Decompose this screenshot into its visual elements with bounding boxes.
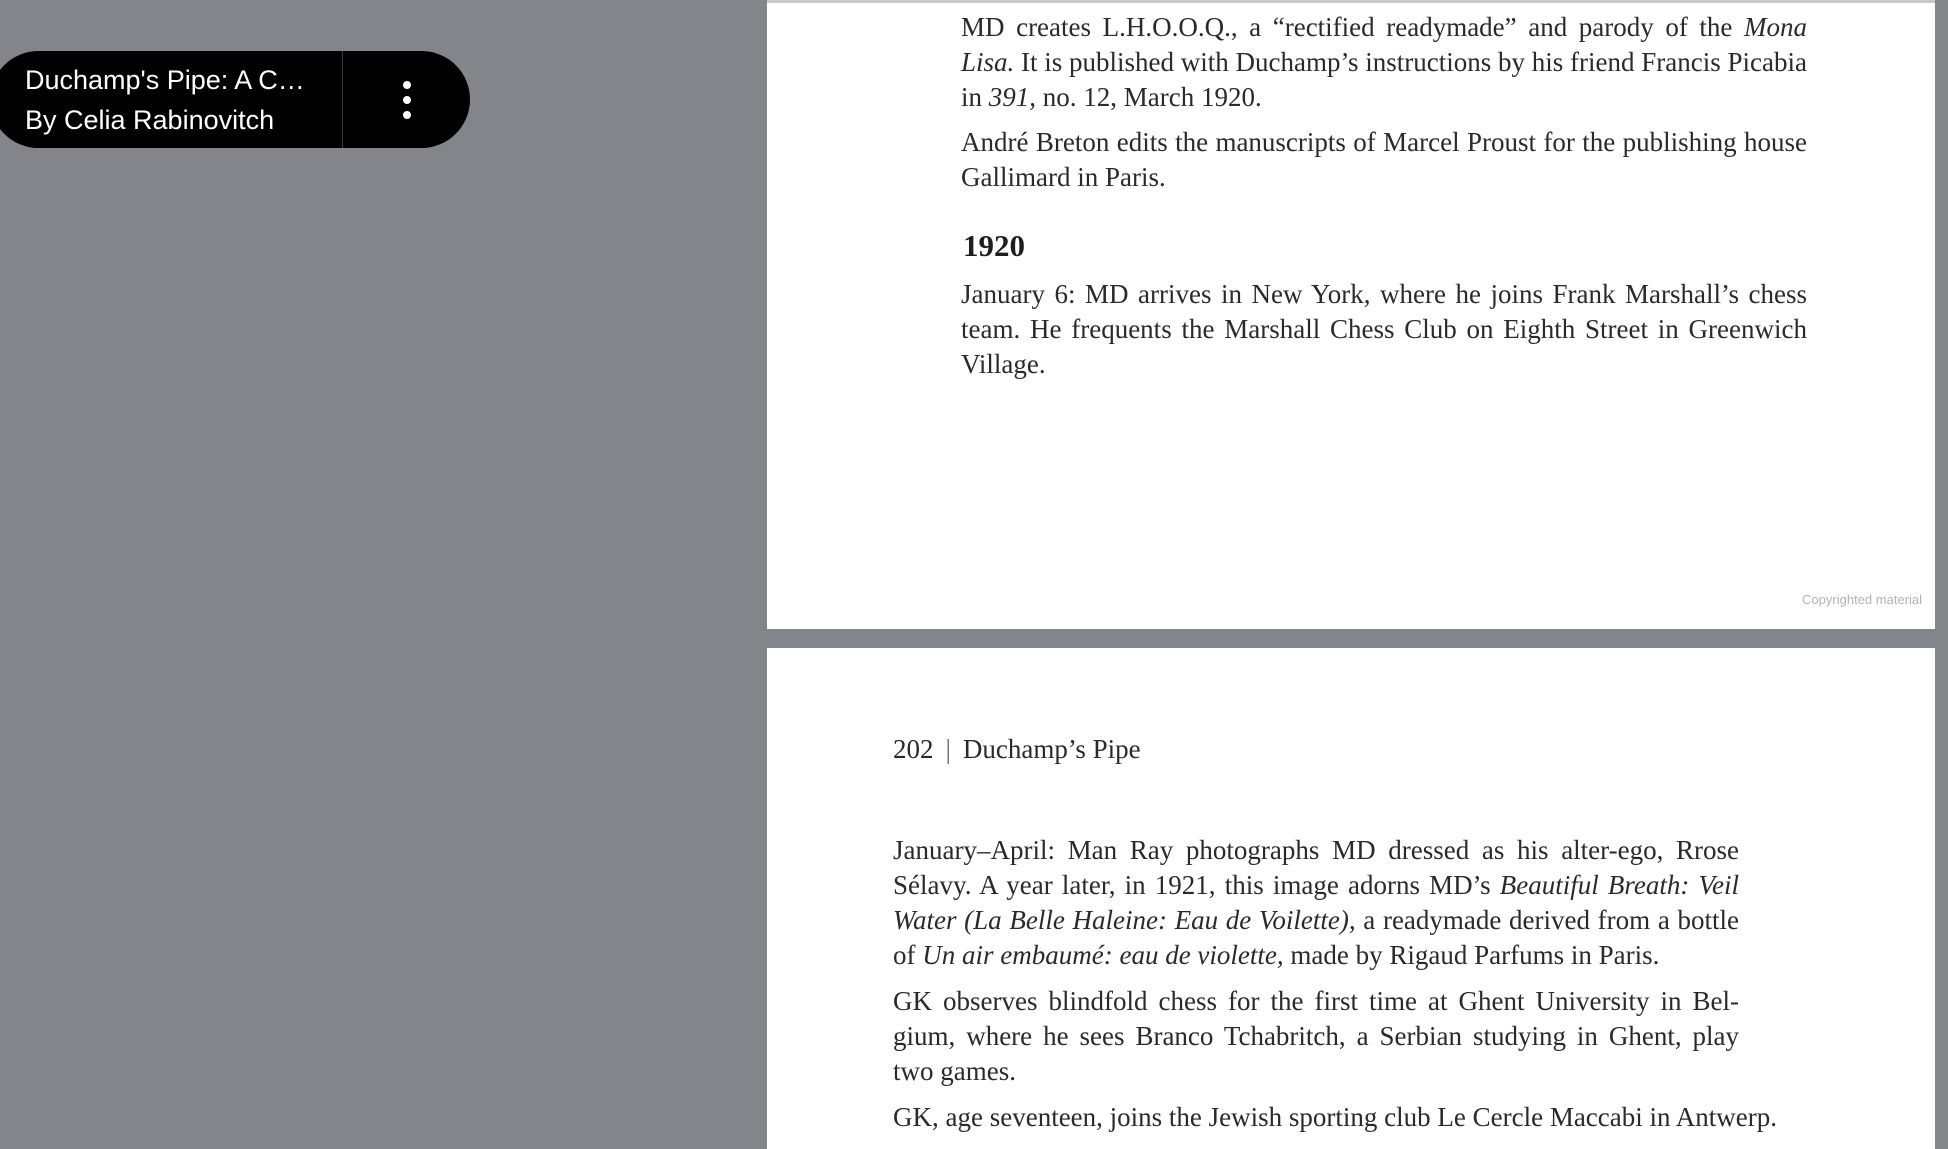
- year-heading: 1920: [963, 228, 1025, 263]
- more-options-button[interactable]: [343, 51, 470, 148]
- book-page-202[interactable]: [767, 648, 1935, 1149]
- book-info[interactable]: [0, 60, 308, 140]
- entry-breton: André Breton edits the manuscripts of Marcel Proust for the publishing house Gallimard in Paris.: [961, 127, 1807, 192]
- book-title: Duchamp's Pipe: A C…: [25, 64, 305, 95]
- copyright-notice: Copyrighted material: [1802, 592, 1922, 607]
- entry-blindfold-chess: GK observes blindfold chess for the first time at Ghent University in Bel-gium, where he sees Branco Tchabritch, a Serbian studying in Ghent, play two games.: [893, 986, 1739, 1086]
- running-title: Duchamp’s Pipe: [962, 734, 1141, 764]
- book-title-pill[interactable]: [0, 51, 470, 148]
- page-edge-shadow: [767, 0, 1935, 3]
- entry-man-ray: January–April: Man Ray photographs MD dressed as his alter-ego, Rrose Sélavy. A year later, in 1921, this image adorns MD’s Beautiful Breath: Veil Water (La Belle Haleine: Eau de Voilette), a readymade derived from a bottle of Un air embaumé: eau de violette, made by Rigaud Parfums in Paris.: [893, 835, 1739, 970]
- page-number: 202: [893, 734, 934, 764]
- book-page-201[interactable]: [767, 0, 1935, 629]
- entry-lhooq: MD creates L.H.O.O.Q., a “rectified readymade” and parody of the Mona Lisa. It is published with Duchamp’s instructions by his friend Francis Picabia in 391, no. 12, March 1920.: [961, 12, 1807, 112]
- book-author: By Celia Rabinovitch: [25, 104, 275, 135]
- more-vertical-icon: [403, 81, 411, 119]
- running-head: [893, 734, 1141, 765]
- entry-january-6: January 6: MD arrives in New York, where he joins Frank Marshall’s chess team. He frequents the Marshall Chess Club on Eighth Street in Greenwich Village.: [961, 279, 1807, 379]
- entry-maccabi: GK, age seventeen, joins the Jewish sporting club Le Cercle Maccabi in Antwerp.: [893, 1102, 1777, 1132]
- running-head-separator: |: [945, 734, 951, 764]
